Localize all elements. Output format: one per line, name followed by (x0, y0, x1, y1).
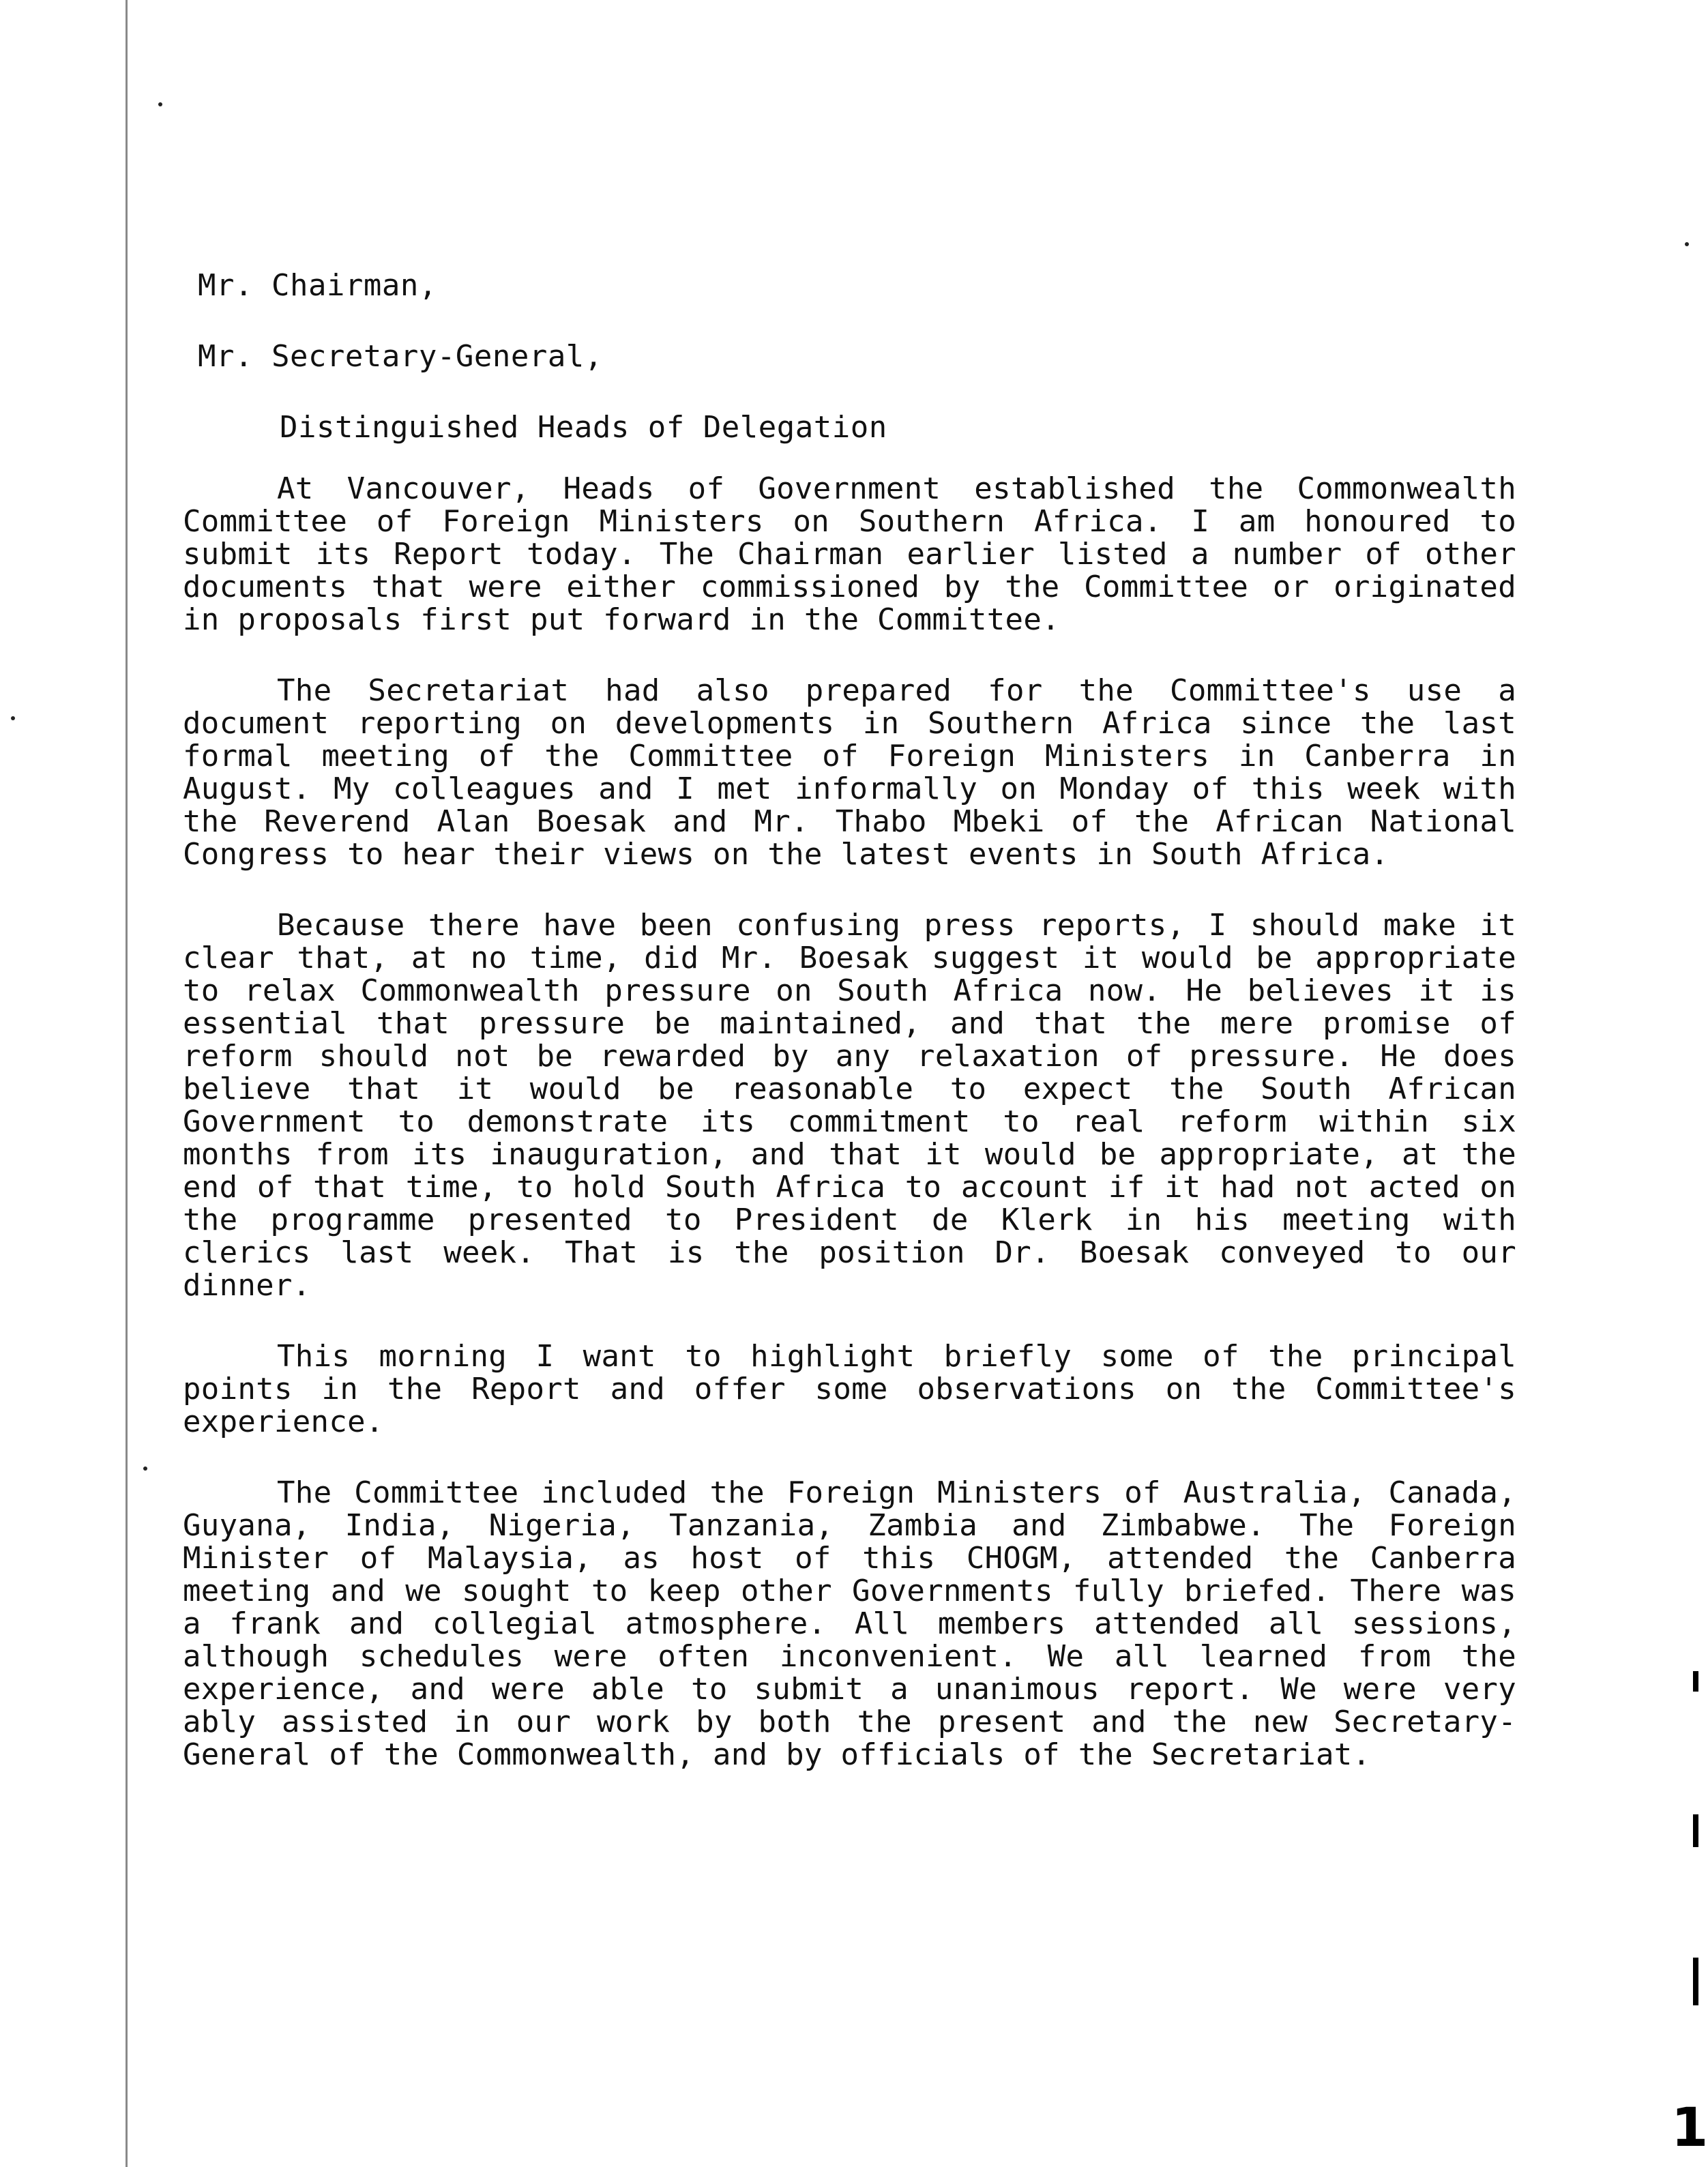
binding-edge-line (126, 0, 128, 2167)
paragraph-highlights: This morning I want to highlight briefly some of the principal points in the Report and offer some observations on the Committee's experience. (183, 1339, 1516, 1439)
salutation-secretary-general: Mr. Secretary-General, (198, 339, 603, 374)
speech-body (183, 269, 1516, 1810)
scan-speck (11, 716, 15, 720)
paragraph-press-reports: Because there have been confusing press reports, I should make it clear that, at no time, did Mr. Boesak suggest it would be appropriate to relax Commonwealth pressure on South Africa now. He believes it is essential that pressure be maintained, and that the mere promise of reform should not be rewarded by any relaxation of pressure. He does believe that it would be reasonable to expect the South African Government to demonstrate its commitment to real reform within six months from its inauguration, and that it would be appropriate, at the end of that time, to hold South Africa to account if it had not acted on the programme presented to President de Klerk in his meeting with clerics last week. That is the position Dr. Boesak conveyed to our dinner. (183, 908, 1516, 1303)
edge-mark (1693, 1958, 1698, 2005)
salutation-chairman: Mr. Chairman, (198, 268, 437, 303)
paragraph-vancouver: At Vancouver, Heads of Government established the Commonwealth Committee of Foreign Ministers on Southern Africa. I am honoured to submit its Report today. The Chairman earlier listed a number of other documents that were either commissioned by the Committee or originated in proposals first put forward in the Committee. (183, 471, 1516, 637)
salutation-heads-of-delegation: Distinguished Heads of Delegation (280, 410, 887, 445)
scan-speck (1685, 242, 1689, 246)
paragraph-secretariat: The Secretariat had also prepared for the Committee's use a document reporting on developments in Southern Africa since the last formal meeting of the Committee of Foreign Ministers in Canberra in August. My colleagues and I met informally on Monday of this week with the Reverend Alan Boesak and Mr. Thabo Mbeki of the African National Congress to hear their views on the latest events in South Africa. (183, 673, 1516, 872)
scan-speck (158, 102, 162, 106)
edge-mark (1693, 1671, 1698, 1692)
edge-mark (1693, 1814, 1698, 1847)
page-number: 1 (1671, 2097, 1708, 2159)
paragraph-committee-members: The Committee included the Foreign Ministers of Australia, Canada, Guyana, India, Nigeria, Tanzania, Zambia and Zimbabwe. The Foreign Minister of Malaysia, as host of this CHOGM, attended the Canberra meeting and we sought to keep other Governments fully briefed. There was a frank and collegial atmosphere. All members attended all sessions, although schedules were often inconvenient. We all learned from the experience, and were able to submit a unanimous report. We were very ably assisted in our work by both the present and the new Secretary-General of the Commonwealth, and by officials of the Secretariat. (183, 1475, 1516, 1772)
scan-speck (143, 1466, 147, 1471)
